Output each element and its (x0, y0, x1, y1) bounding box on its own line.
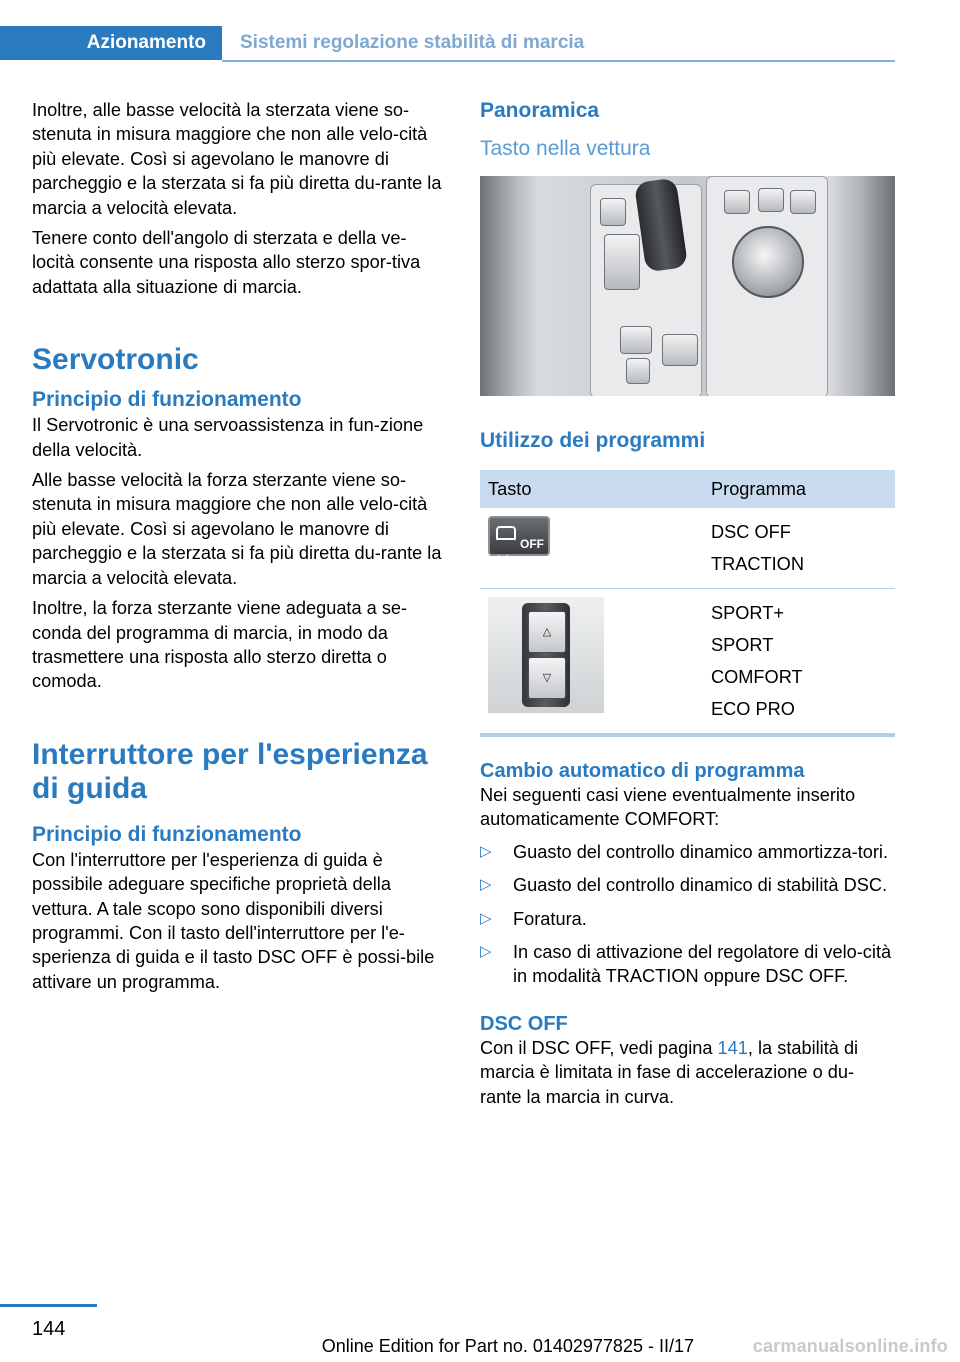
driving-switch-subheading: Principio di funzionamento (32, 822, 302, 846)
list-item: ▷ Guasto del controllo dinamico di stabilità DSC. (480, 873, 895, 897)
footer-rule (0, 1304, 97, 1307)
watermark: carmanualsonline.info (752, 1336, 948, 1356)
bullet-triangle-icon: ▷ (480, 842, 492, 860)
driving-experience-switch-icon: △ ▽ (488, 597, 604, 713)
program-sport: SPORT (711, 635, 774, 655)
overview-subheading: Tasto nella vettura (480, 137, 651, 160)
right-column (480, 98, 895, 1115)
edition-note: Online Edition for Part no. 01402977825 - II/17 (321, 1336, 694, 1356)
program-eco-pro: ECO PRO (711, 699, 795, 719)
servotronic-subheading: Principio di funzionamento (32, 388, 302, 412)
servotronic-heading: Servotronic (32, 343, 199, 377)
table-row (480, 589, 895, 736)
program-traction: TRACTION (711, 554, 804, 574)
intro-paragraph-1: Inoltre, alle basse velocità la sterzata viene so-stenuta in misura maggiore che non alle velo-cità più elevate. Così si agevolano le manovre di parcheggio e la sterzata si fa più diretta du-rante la marcia a velocità elevata. (32, 100, 442, 218)
chapter-tab[interactable]: Azionamento (0, 26, 222, 60)
auto-change-list (480, 840, 895, 989)
bullet-triangle-icon: ▷ (480, 909, 492, 927)
driving-switch-paragraph: Con l'interruttore per l'esperienza di guida è possibile adeguare specifiche proprietà della vettura. A tale scopo sono disponibili diversi programmi. Con il tasto dell'interruttore per l'e-sperienza di guida e il tasto DSC OFF è possi-bile attivare un programma. (32, 849, 435, 992)
table-header-key: Tasto (480, 470, 703, 508)
dsc-off-paragraph: Con il DSC OFF, vedi pagina 141, la stabilità di marcia è limitata in fase di accelerazione o du-rante la marcia in curva. (480, 1037, 859, 1107)
dsc-off-heading: DSC OFF (480, 1012, 568, 1035)
program-dsc-off: DSC OFF (711, 522, 791, 542)
auto-change-paragraph: Nei seguenti casi viene eventualmente inserito automaticamente COMFORT: (480, 785, 856, 830)
list-item: ▷ Guasto del controllo dinamico ammortizza-tori. (480, 840, 895, 864)
header-rule (222, 60, 895, 62)
list-item: ▷ Foratura. (480, 907, 895, 931)
driving-switch-heading: Interruttore per l'esperienza di guida (32, 737, 428, 805)
overview-heading: Panoramica (480, 99, 600, 122)
program-table (480, 470, 895, 737)
bullet-triangle-icon: ▷ (480, 876, 492, 894)
table-row (480, 508, 895, 589)
intro-paragraph-2: Tenere conto dell'angolo di sterzata e della ve-locità consente una risposta allo sterzo spor-tiva adattata alla situazione di marcia. (32, 228, 421, 297)
program-sport-plus: SPORT+ (711, 603, 784, 623)
program-comfort: COMFORT (711, 667, 803, 687)
servotronic-paragraph-2: Alle basse velocità la forza sterzante viene so-stenuta in misura maggiore che non alle velo-cità più elevate. Così si agevolano le manovre di parcheggio e la sterzata si fa più diretta du-rante la marcia a velocità elevata. (32, 470, 442, 588)
left-column (32, 98, 446, 1000)
page-link[interactable]: 141 (717, 1037, 748, 1058)
page-number: 144 (32, 1318, 66, 1340)
center-console-photo (480, 176, 895, 396)
servotronic-paragraph-1: Il Servotronic è una servoassistenza in fun-zione della velocità. (32, 415, 424, 460)
usage-heading: Utilizzo dei programmi (480, 429, 706, 452)
auto-change-heading: Cambio automatico di programma (480, 760, 805, 782)
servotronic-paragraph-3: Inoltre, la forza sterzante viene adeguata a se-conda del programma di marcia, in modo da trasmettere una risposta allo sterzo diretta o comoda. (32, 598, 408, 692)
list-item: ▷ In caso di attivazione del regolatore di velo-cità in modalità TRACTION oppure DSC OFF. (480, 942, 892, 987)
dsc-off-button-icon: ∿∿ OFF (488, 516, 550, 556)
bullet-triangle-icon: ▷ (480, 943, 492, 961)
table-header-program: Programma (703, 470, 895, 508)
section-tab[interactable]: Sistemi regolazione stabilità di marcia (222, 26, 895, 60)
